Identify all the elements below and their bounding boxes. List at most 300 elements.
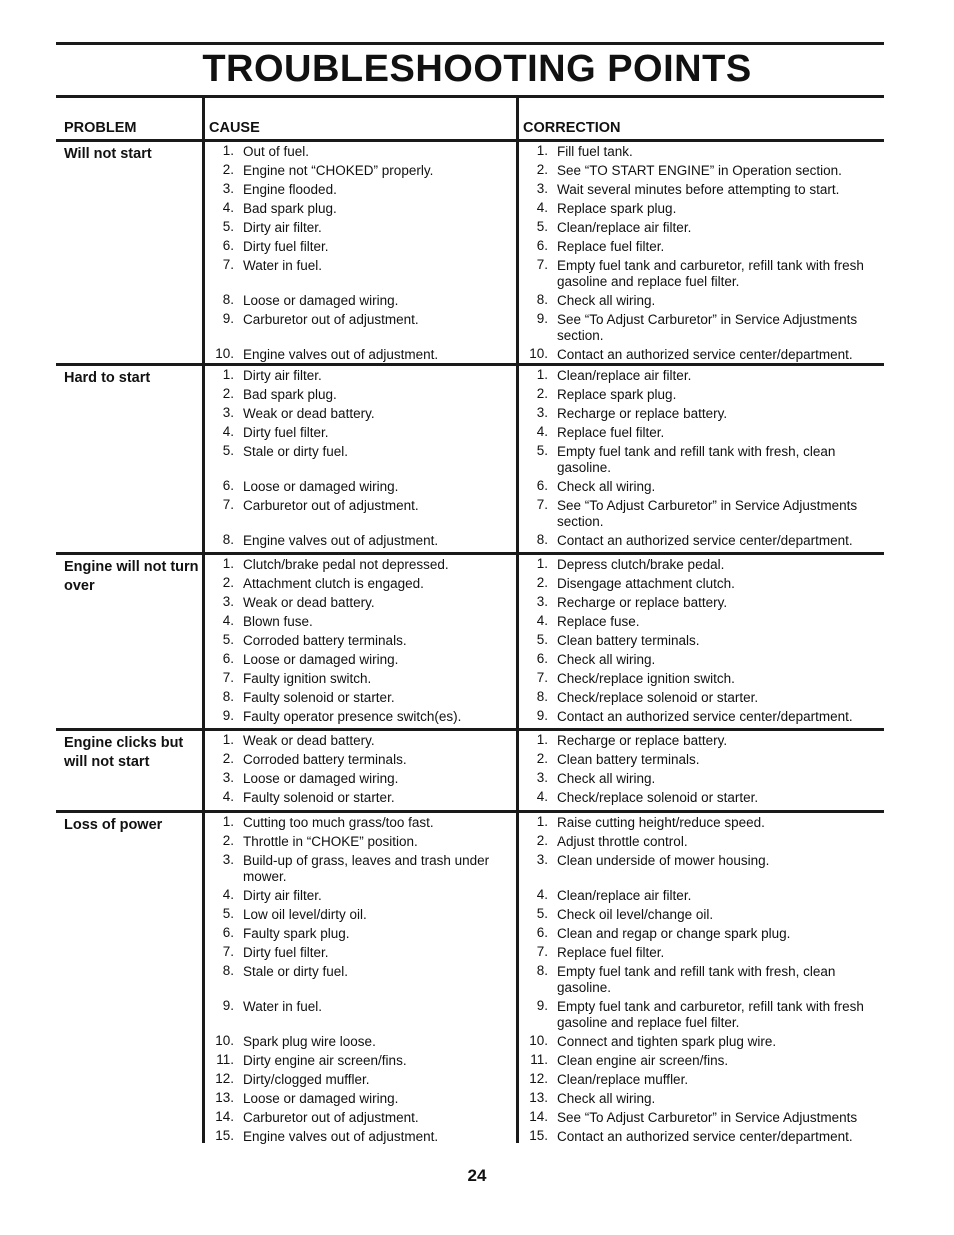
corrections-item-text: Empty fuel tank and carburetor, refill tank with fresh gasoline and replace fuel filter.: [557, 998, 864, 1030]
causes-item: [206, 477, 506, 496]
causes-item-number: 9.: [222, 311, 234, 326]
problem-label: Hard to start: [64, 370, 151, 386]
corrections-item-text: Clean engine air screen/fins.: [557, 1052, 729, 1068]
causes-item: [206, 631, 506, 650]
corrections-item-text: Adjust throttle control.: [557, 833, 688, 849]
causes-item-number: 2.: [222, 386, 234, 401]
causes-item: [206, 423, 506, 442]
corrections-item-number: 8.: [536, 532, 548, 547]
causes-item-text: Corroded battery terminals.: [243, 632, 407, 648]
corrections-item: [520, 423, 884, 442]
problem-label: Loss of power: [64, 817, 163, 833]
causes-item-text: Loose or damaged wiring.: [243, 770, 399, 786]
causes-item: [206, 1108, 506, 1127]
causes-item: [206, 924, 506, 943]
corrections-item-text: Clean/replace air filter.: [557, 367, 692, 383]
causes-item: [206, 180, 506, 199]
corrections-item: [520, 688, 884, 707]
corrections-item-text: Recharge or replace battery.: [557, 405, 728, 421]
problem-block: [56, 139, 884, 362]
causes-item: [206, 650, 506, 669]
causes-item-number: 5.: [222, 219, 234, 234]
causes-item-number: 12.: [215, 1071, 234, 1086]
causes-item-number: 4.: [222, 424, 234, 439]
corrections-item-number: 5.: [536, 443, 548, 458]
corrections-item-text: Disengage attachment clutch.: [557, 575, 735, 591]
corrections-item: [520, 237, 884, 256]
corrections-item-number: 9.: [536, 708, 548, 723]
causes-item-number: 10.: [215, 1033, 234, 1048]
causes-item-text: Carburetor out of adjustment.: [243, 311, 419, 327]
causes-item-number: 7.: [222, 670, 234, 685]
corrections-item-text: Recharge or replace battery.: [557, 732, 728, 748]
corrections-item: [520, 180, 884, 199]
causes-item-number: 4.: [222, 613, 234, 628]
title-top-rule: [56, 42, 884, 45]
corrections-item-number: 1.: [536, 367, 548, 382]
causes-item-text: Dirty/clogged muffler.: [243, 1071, 370, 1087]
corrections-item-number: 13.: [529, 1090, 548, 1105]
causes-item-number: 1.: [222, 556, 234, 571]
corrections-item-text: Clean battery terminals.: [557, 751, 700, 767]
corrections-item-text: Recharge or replace battery.: [557, 594, 728, 610]
causes-item-number: 3.: [222, 594, 234, 609]
corrections-list: [520, 142, 884, 364]
corrections-item-number: 8.: [536, 963, 548, 978]
causes-item-text: Faulty spark plug.: [243, 925, 350, 941]
causes-item-text: Engine valves out of adjustment.: [243, 1128, 439, 1144]
corrections-item-text: Replace fuel filter.: [557, 238, 665, 254]
corrections-item-number: 12.: [529, 1071, 548, 1086]
causes-item: [206, 750, 506, 769]
causes-item-text: Dirty fuel filter.: [243, 424, 329, 440]
corrections-item-text: Contact an authorized service center/department.: [557, 346, 853, 362]
corrections-item-text: Clean/replace air filter.: [557, 887, 692, 903]
corrections-item: [520, 199, 884, 218]
corrections-item: [520, 612, 884, 631]
corrections-item-number: 10.: [529, 1033, 548, 1048]
causes-item: [206, 593, 506, 612]
causes-item-text: Dirty air filter.: [243, 367, 322, 383]
causes-item: [206, 788, 506, 807]
corrections-item-number: 3.: [536, 181, 548, 196]
corrections-item-number: 1.: [536, 814, 548, 829]
causes-item-number: 8.: [222, 532, 234, 547]
causes-item-number: 13.: [215, 1090, 234, 1105]
causes-item: [206, 962, 506, 997]
header-rule: [56, 95, 884, 98]
causes-item-number: 9.: [222, 998, 234, 1013]
corrections-list: [520, 366, 884, 550]
causes-item-number: 7.: [222, 257, 234, 272]
page-title: TROUBLESHOOTING POINTS: [202, 48, 752, 90]
corrections-item: [520, 707, 884, 726]
causes-item-number: 4.: [222, 887, 234, 902]
corrections-item-text: Contact an authorized service center/department.: [557, 1128, 853, 1144]
causes-item-text: Bad spark plug.: [243, 200, 337, 216]
corrections-item-text: See “To Adjust Carburetor” in Service Adjustments: [557, 1109, 858, 1125]
corrections-item-number: 6.: [536, 651, 548, 666]
corrections-item-text: Connect and tighten spark plug wire.: [557, 1033, 777, 1049]
causes-item-text: Dirty air filter.: [243, 887, 322, 903]
corrections-item-number: 9.: [536, 998, 548, 1013]
corrections-item: [520, 593, 884, 612]
corrections-item-text: Check all wiring.: [557, 292, 656, 308]
causes-item-number: 2.: [222, 833, 234, 848]
causes-item: [206, 1127, 506, 1146]
causes-item-text: Loose or damaged wiring.: [243, 651, 399, 667]
corrections-item: [520, 345, 884, 364]
causes-item-text: Engine not “CHOKED” properly.: [243, 162, 434, 178]
corrections-item-number: 3.: [536, 594, 548, 609]
corrections-item: [520, 531, 884, 550]
causes-item-text: Low oil level/dirty oil.: [243, 906, 367, 922]
corrections-item-text: Replace fuse.: [557, 613, 640, 629]
causes-item-number: 9.: [222, 708, 234, 723]
corrections-item: [520, 962, 884, 997]
corrections-item-text: Check all wiring.: [557, 770, 656, 786]
corrections-item-number: 1.: [536, 556, 548, 571]
causes-item-text: Cutting too much grass/too fast.: [243, 814, 434, 830]
corrections-item-number: 7.: [536, 497, 548, 512]
causes-item-number: 3.: [222, 405, 234, 420]
causes-item-number: 3.: [222, 181, 234, 196]
corrections-item: [520, 1127, 884, 1146]
causes-item: [206, 345, 506, 364]
corrections-item-text: See “To Adjust Carburetor” in Service Adjustments section.: [557, 311, 858, 343]
causes-item-text: Dirty air filter.: [243, 219, 322, 235]
corrections-item-number: 6.: [536, 238, 548, 253]
causes-list: [206, 731, 506, 807]
corrections-item-number: 1.: [536, 143, 548, 158]
causes-item-text: Loose or damaged wiring.: [243, 1090, 399, 1106]
causes-item: [206, 161, 506, 180]
page-number: 24: [467, 1166, 487, 1185]
causes-item-text: Loose or damaged wiring.: [243, 478, 399, 494]
causes-item-text: Loose or damaged wiring.: [243, 292, 399, 308]
causes-item: [206, 256, 506, 291]
causes-item: [206, 905, 506, 924]
corrections-item: [520, 769, 884, 788]
corrections-item-number: 3.: [536, 852, 548, 867]
causes-item-number: 5.: [222, 906, 234, 921]
corrections-item-number: 10.: [529, 346, 548, 361]
causes-item-text: Weak or dead battery.: [243, 732, 375, 748]
problem-label: Engine will not turn over: [64, 559, 199, 594]
corrections-item-text: Clean/replace air filter.: [557, 219, 692, 235]
corrections-item: [520, 813, 884, 832]
corrections-list: [520, 731, 884, 807]
problem-block: [56, 810, 884, 1144]
causes-item: [206, 707, 506, 726]
corrections-item: [520, 442, 884, 477]
corrections-item-number: 7.: [536, 944, 548, 959]
causes-item-number: 3.: [222, 852, 234, 867]
corrections-item-text: Empty fuel tank and refill tank with fresh, clean gasoline.: [557, 443, 836, 475]
causes-item-text: Out of fuel.: [243, 143, 310, 159]
corrections-item-number: 14.: [529, 1109, 548, 1124]
corrections-item: [520, 997, 884, 1032]
corrections-item: [520, 886, 884, 905]
problem-block: [56, 552, 884, 724]
causes-item-text: Weak or dead battery.: [243, 405, 375, 421]
causes-item: [206, 688, 506, 707]
causes-item-number: 1.: [222, 732, 234, 747]
corrections-item-number: 2.: [536, 575, 548, 590]
causes-item-text: Dirty fuel filter.: [243, 238, 329, 254]
header-correction: CORRECTION: [523, 120, 621, 136]
causes-item-text: Throttle in “CHOKE” position.: [243, 833, 418, 849]
corrections-item-text: Contact an authorized service center/department.: [557, 532, 853, 548]
causes-item: [206, 943, 506, 962]
causes-item-number: 14.: [215, 1109, 234, 1124]
corrections-item: [520, 1032, 884, 1051]
corrections-item: [520, 851, 884, 886]
causes-item-number: 4.: [222, 789, 234, 804]
causes-item-text: Engine flooded.: [243, 181, 337, 197]
corrections-item: [520, 291, 884, 310]
corrections-item: [520, 924, 884, 943]
causes-list: [206, 813, 506, 1146]
causes-item: [206, 1032, 506, 1051]
causes-item-number: 8.: [222, 292, 234, 307]
corrections-item: [520, 218, 884, 237]
corrections-item: [520, 404, 884, 423]
corrections-item-number: 5.: [536, 219, 548, 234]
corrections-item-number: 8.: [536, 292, 548, 307]
causes-item: [206, 531, 506, 550]
causes-item-text: Faulty solenoid or starter.: [243, 689, 395, 705]
causes-item-text: Dirty engine air screen/fins.: [243, 1052, 407, 1068]
causes-item-text: Weak or dead battery.: [243, 594, 375, 610]
corrections-item: [520, 905, 884, 924]
corrections-item: [520, 256, 884, 291]
causes-item-number: 7.: [222, 944, 234, 959]
causes-item: [206, 291, 506, 310]
causes-item-text: Faulty operator presence switch(es).: [243, 708, 462, 724]
corrections-item: [520, 1051, 884, 1070]
corrections-item-text: Clean battery terminals.: [557, 632, 700, 648]
corrections-item-number: 8.: [536, 689, 548, 704]
causes-item-number: 5.: [222, 443, 234, 458]
corrections-item-text: See “To Adjust Carburetor” in Service Adjustments section.: [557, 497, 858, 529]
corrections-item-number: 2.: [536, 833, 548, 848]
corrections-item-number: 7.: [536, 257, 548, 272]
corrections-item-number: 1.: [536, 732, 548, 747]
causes-item-number: 4.: [222, 200, 234, 215]
causes-list: [206, 555, 506, 726]
corrections-item-number: 6.: [536, 478, 548, 493]
header-problem: PROBLEM: [64, 120, 137, 136]
corrections-item-number: 11.: [530, 1052, 548, 1067]
causes-item: [206, 1070, 506, 1089]
causes-item-number: 5.: [222, 632, 234, 647]
causes-item: [206, 612, 506, 631]
corrections-item: [520, 788, 884, 807]
causes-item: [206, 769, 506, 788]
causes-item-number: 6.: [222, 925, 234, 940]
corrections-item: [520, 385, 884, 404]
corrections-item-text: Replace spark plug.: [557, 200, 677, 216]
causes-item-number: 1.: [222, 814, 234, 829]
corrections-item-text: Check all wiring.: [557, 1090, 656, 1106]
causes-item: [206, 1089, 506, 1108]
corrections-item-text: Clean and regap or change spark plug.: [557, 925, 791, 941]
causes-item-text: Spark plug wire loose.: [243, 1033, 376, 1049]
corrections-item-number: 4.: [536, 789, 548, 804]
causes-item: [206, 813, 506, 832]
corrections-item: [520, 731, 884, 750]
corrections-item-number: 9.: [536, 311, 548, 326]
causes-item-text: Build-up of grass, leaves and trash under mower.: [243, 852, 490, 884]
causes-item-number: 2.: [222, 751, 234, 766]
corrections-item-text: Depress clutch/brake pedal.: [557, 556, 725, 572]
causes-item-text: Engine valves out of adjustment.: [243, 532, 439, 548]
causes-item: [206, 496, 506, 531]
corrections-item-text: Contact an authorized service center/department.: [557, 708, 853, 724]
corrections-item-text: Empty fuel tank and refill tank with fresh, clean gasoline.: [557, 963, 836, 995]
causes-item: [206, 832, 506, 851]
causes-item-number: 2.: [222, 575, 234, 590]
causes-item-text: Clutch/brake pedal not depressed.: [243, 556, 449, 572]
causes-item-text: Engine valves out of adjustment.: [243, 346, 439, 362]
causes-item: [206, 442, 506, 477]
corrections-item-number: 4.: [536, 887, 548, 902]
corrections-item-number: 3.: [536, 405, 548, 420]
corrections-item-number: 6.: [536, 925, 548, 940]
causes-item-text: Water in fuel.: [243, 998, 323, 1014]
corrections-item-text: Clean underside of mower housing.: [557, 852, 770, 868]
causes-item: [206, 366, 506, 385]
corrections-item-text: Fill fuel tank.: [557, 143, 633, 159]
causes-item-number: 3.: [222, 770, 234, 785]
causes-item-text: Stale or dirty fuel.: [243, 963, 349, 979]
corrections-item-number: 5.: [536, 632, 548, 647]
causes-item-text: Stale or dirty fuel.: [243, 443, 349, 459]
corrections-list: [520, 555, 884, 726]
causes-item-text: Dirty fuel filter.: [243, 944, 329, 960]
causes-item: [206, 1051, 506, 1070]
causes-item-text: Water in fuel.: [243, 257, 323, 273]
causes-item-text: Faulty ignition switch.: [243, 670, 372, 686]
corrections-item-text: Replace fuel filter.: [557, 944, 665, 960]
corrections-item-number: 4.: [536, 613, 548, 628]
corrections-item: [520, 669, 884, 688]
causes-item-number: 8.: [222, 963, 234, 978]
corrections-item-text: Clean/replace muffler.: [557, 1071, 689, 1087]
corrections-item-text: Check all wiring.: [557, 651, 656, 667]
causes-item-number: 6.: [222, 478, 234, 493]
corrections-item-number: 15.: [529, 1128, 548, 1143]
causes-item-number: 10.: [215, 346, 234, 361]
causes-item-text: Attachment clutch is engaged.: [243, 575, 424, 591]
causes-list: [206, 142, 506, 364]
corrections-item-text: Replace spark plug.: [557, 386, 677, 402]
corrections-item-text: Replace fuel filter.: [557, 424, 665, 440]
corrections-item-text: Raise cutting height/reduce speed.: [557, 814, 765, 830]
causes-item: [206, 669, 506, 688]
causes-item-number: 6.: [222, 651, 234, 666]
problem-label: Engine clicks but will not start: [64, 735, 184, 770]
causes-item: [206, 404, 506, 423]
problem-block: [56, 363, 884, 547]
causes-item-text: Bad spark plug.: [243, 386, 337, 402]
corrections-item: [520, 650, 884, 669]
causes-item-text: Faulty solenoid or starter.: [243, 789, 395, 805]
corrections-item-text: Check/replace solenoid or starter.: [557, 789, 759, 805]
causes-item-number: 11.: [216, 1052, 234, 1067]
causes-item: [206, 886, 506, 905]
corrections-item-text: Wait several minutes before attempting to start.: [557, 181, 840, 197]
corrections-item: [520, 943, 884, 962]
corrections-item-number: 2.: [536, 386, 548, 401]
corrections-list: [520, 813, 884, 1146]
problem-block: [56, 728, 884, 806]
corrections-item-number: 5.: [536, 906, 548, 921]
causes-list: [206, 366, 506, 550]
corrections-item-text: See “TO START ENGINE” in Operation section.: [557, 162, 842, 178]
corrections-item-text: Empty fuel tank and carburetor, refill tank with fresh gasoline and replace fuel filter.: [557, 257, 864, 289]
causes-item: [206, 218, 506, 237]
corrections-item-number: 2.: [536, 162, 548, 177]
corrections-item-number: 4.: [536, 424, 548, 439]
corrections-item: [520, 631, 884, 650]
causes-item: [206, 731, 506, 750]
causes-item-number: 7.: [222, 497, 234, 512]
causes-item-number: 6.: [222, 238, 234, 253]
corrections-item-text: Check all wiring.: [557, 478, 656, 494]
causes-item: [206, 555, 506, 574]
causes-item-number: 2.: [222, 162, 234, 177]
causes-item: [206, 385, 506, 404]
corrections-item-number: 2.: [536, 751, 548, 766]
causes-item-number: 1.: [222, 367, 234, 382]
causes-item: [206, 237, 506, 256]
causes-item: [206, 574, 506, 593]
corrections-item: [520, 574, 884, 593]
causes-item-number: 1.: [222, 143, 234, 158]
causes-item-text: Carburetor out of adjustment.: [243, 1109, 419, 1125]
causes-item: [206, 851, 506, 886]
corrections-item: [520, 1070, 884, 1089]
problem-label: Will not start: [64, 146, 152, 162]
causes-item: [206, 199, 506, 218]
corrections-item: [520, 142, 884, 161]
causes-item: [206, 310, 506, 345]
causes-item-text: Blown fuse.: [243, 613, 313, 629]
corrections-item: [520, 161, 884, 180]
corrections-item-number: 4.: [536, 200, 548, 215]
corrections-item-text: Check/replace ignition switch.: [557, 670, 735, 686]
corrections-item: [520, 310, 884, 345]
causes-item-text: Carburetor out of adjustment.: [243, 497, 419, 513]
corrections-item: [520, 496, 884, 531]
causes-item-text: Corroded battery terminals.: [243, 751, 407, 767]
causes-item-number: 15.: [215, 1128, 234, 1143]
corrections-item-number: 7.: [536, 670, 548, 685]
causes-item-number: 8.: [222, 689, 234, 704]
corrections-item-text: Check/replace solenoid or starter.: [557, 689, 759, 705]
corrections-item-text: Check oil level/change oil.: [557, 906, 714, 922]
corrections-item: [520, 1108, 884, 1127]
corrections-item: [520, 555, 884, 574]
causes-item: [206, 997, 506, 1032]
corrections-item: [520, 366, 884, 385]
corrections-item: [520, 477, 884, 496]
corrections-item: [520, 750, 884, 769]
corrections-item-number: 3.: [536, 770, 548, 785]
corrections-item: [520, 832, 884, 851]
